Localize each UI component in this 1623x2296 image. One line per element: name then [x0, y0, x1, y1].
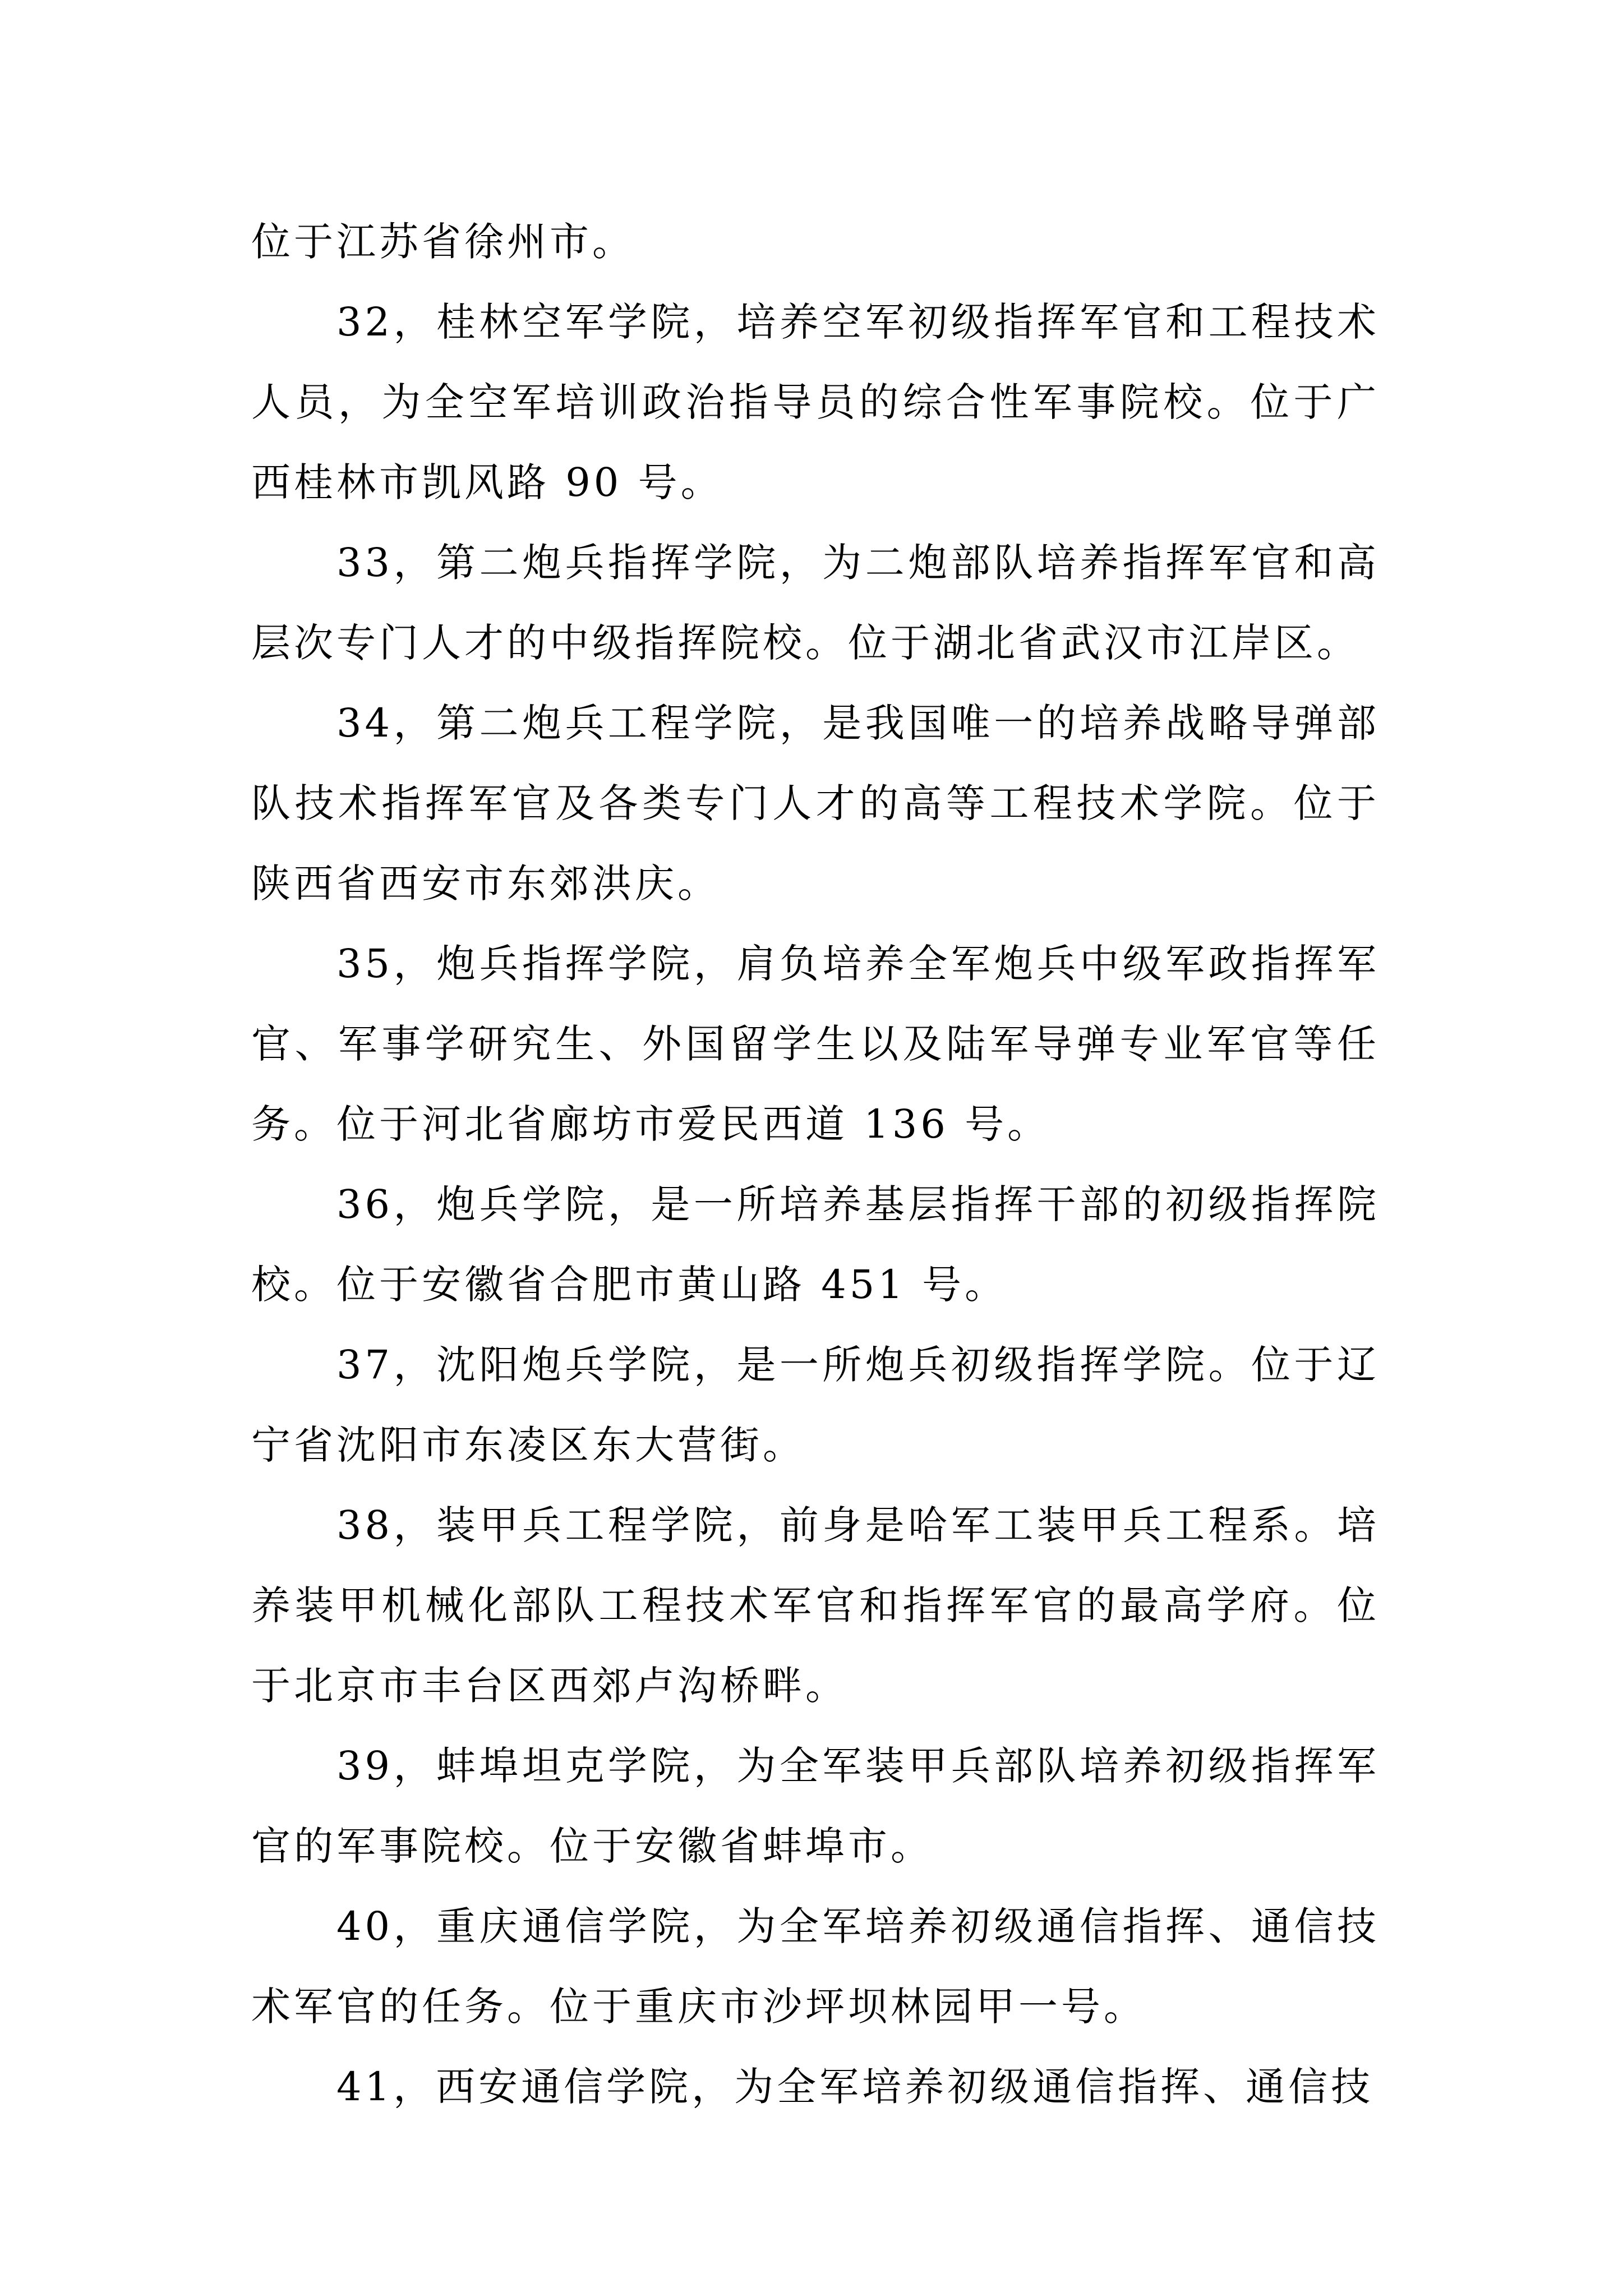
paragraph-item-37: 37，沈阳炮兵学院，是一所炮兵初级指挥学院。位于辽宁省沈阳市东凌区东大营街。 [251, 1342, 1380, 1468]
paragraph-item-36: 36，炮兵学院，是一所培养基层指挥干部的初级指挥院校。位于安徽省合肥市黄山路 451 号。 [251, 1181, 1380, 1308]
paragraph-item-33: 33，第二炮兵指挥学院，为二炮部队培养指挥军官和高层次专门人才的中级指挥院校。位于湖北省武汉市江岸区。 [251, 540, 1380, 666]
paragraph-item-38: 38，装甲兵工程学院，前身是哈军工装甲兵工程系。培养装甲机械化部队工程技术军官和指挥军官的最高学府。位于北京市丰台区西郊卢沟桥畔。 [251, 1502, 1380, 1709]
paragraph-item-40: 40，重庆通信学院，为全军培养初级通信指挥、通信技术军官的任务。位于重庆市沙坪坝林园甲一号。 [251, 1903, 1380, 2030]
paragraph-item-35: 35，炮兵指挥学院，肩负培养全军炮兵中级军政指挥军官、军事学研究生、外国留学生以及陆军导弹专业军官等任务。位于河北省廊坊市爱民西道 136 号。 [251, 941, 1380, 1147]
paragraph-item-41: 41，西安通信学院，为全军培养初级通信指挥、通信技 [336, 2064, 1374, 2110]
paragraph-continuation: 位于江苏省徐州市。 [251, 219, 635, 265]
paragraph-item-34: 34，第二炮兵工程学院，是我国唯一的培养战略导弹部队技术指挥军官及各类专门人才的高等工程技术学院。位于陕西省西安市东郊洪庆。 [251, 700, 1380, 907]
document-body [251, 202, 1380, 2127]
paragraph-item-39: 39，蚌埠坦克学院，为全军装甲兵部队培养初级指挥军官的军事院校。位于安徽省蚌埠市。 [251, 1743, 1380, 1869]
paragraph-item-32: 32，桂林空军学院，培养空军初级指挥军官和工程技术人员，为全空军培训政治指导员的综合性军事院校。位于广西桂林市凯风路 90 号。 [251, 299, 1380, 505]
